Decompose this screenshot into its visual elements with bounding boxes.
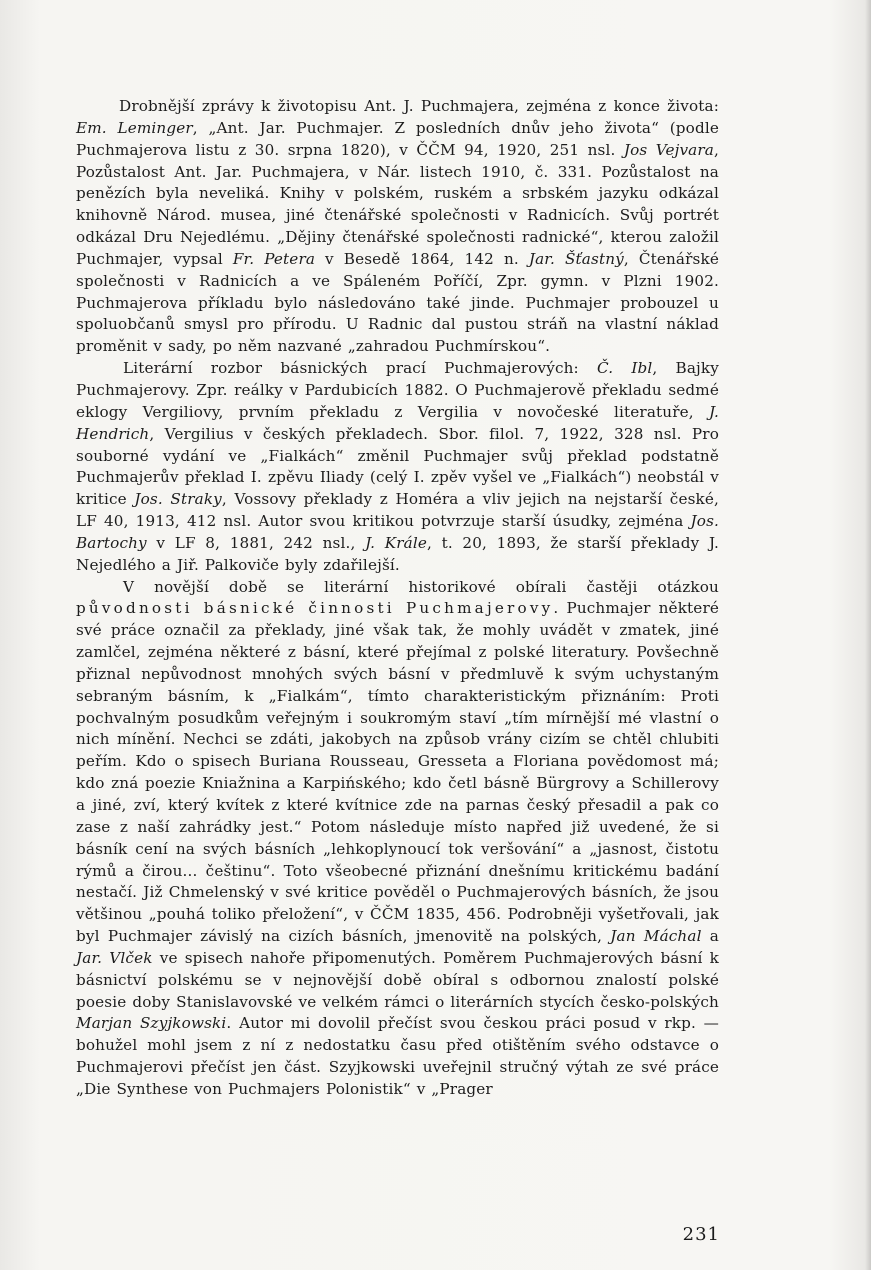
citation-name: J. Hendrich — [76, 402, 719, 443]
citation-name: Jan Máchal — [610, 927, 702, 946]
text-run: Drobnější zprávy k životopisu Ant. J. Puchmajera, zejména z konce života: — [119, 97, 719, 115]
text-run: , t. 20, 1893, že starší překlady J. Nejedlého a Jiř. Palkoviče byly zdařilejší. — [76, 533, 720, 574]
text-run: , Vossovy překlady z Homéra a vliv jejich na nejstarší české, LF 40, 1913, 412 nsl. Autor svou kritikou potvrzuje starší úsudky, zejména — [76, 490, 719, 531]
text-run: , Vergilius v českých překladech. Sbor. filol. 7, 1922, 328 nsl. Pro souborné vydání ve „Fialkách“ změnil Puchmajer svůj překlad podstatně Puchmajerův překlad I. zpěvu Iliady (celý I. zpěv vyšel ve „Fialkách“) neobstál v kritice — [76, 424, 719, 509]
text-run: , Pozůstalost Ant. Jar. Puchmajera, v Nár. listech 1910, č. 331. Pozůstalost na penězích byla neveliká. Knihy v polském, ruském a srbském jazyku odkázal knihovně Národ. musea, jiné čtenářské společnosti v Radnicích. Svůj portrét odkázal Dru Nejedlému. „Dějiny čtenářské společnosti radnické“, kterou založil Puchmajer, vypsal — [76, 140, 719, 268]
paragraph-literary-analysis — [76, 358, 719, 576]
text-run: v LF 8, 1881, 242 nsl., — [146, 533, 366, 552]
citation-name: Jar. Šťastný — [528, 249, 624, 268]
citation-name: Jos. Bartochy — [76, 512, 719, 552]
text-run: a — [701, 927, 720, 946]
text-run: , Bajky Puchmajerovy. Zpr. reálky v Pardubicích 1882. O Puchmajerově překladu sedmé eklogy Vergiliovy, prvním překladu z Vergilia v novočeské literatuře, — [76, 359, 719, 421]
text-run: V novější době se literární historikové obírali častěji otázkou — [123, 577, 719, 596]
page-edge-shadow — [865, 0, 871, 1270]
text-run: Literární rozbor básnických prací Puchmajerových: — [123, 359, 597, 378]
citation-name: Em. Leminger — [76, 118, 193, 137]
text-run: , Čtenářské společnosti v Radnicích a ve Spáleném Poříčí, Zpr. gymn. v Plzni 1902. Puchmajerova příkladu bylo následováno také jinde. Puchmajer probouzel u spoluobčanů smysl pro přírodu. U Radnic dal pustou stráň na vlastní náklad proměnit v sady, po něm nazvané „zahradou Puchmírskou“. — [76, 249, 719, 356]
citation-name: Marjan Szyjkowski — [76, 1014, 227, 1033]
paragraph-originality — [76, 577, 719, 1101]
text-run: v Besedě 1864, 142 n. — [315, 249, 529, 268]
spaced-emphasis: původnosti básnické činnosti Puchmajerovy — [76, 599, 554, 618]
body-text — [76, 96, 719, 1101]
text-run: . Puchmajer některé své práce označil za překlady, jiné však tak, že mohly uvádět v zmatek, jiné zamlčel, zejména některé z básní, které přejímal z polské literatury. Povšechně přiznal nepůvodnost mnohých svých básní v předmluvě k svým uchystaným sebraným básním, k „Fialkám“, tímto charakteristickým přiznáním: Proti pochvalným posudkům veřejným i soukromým staví „tím mírnější mé vlastní o nich mínění. Nechci se zdáti, jakobych na způsob vrány cizím se chtěl chlubiti peřím. Kdo o spisech Buriana Rousseau, Gresseta a Floriana povědomost má; kdo zná poezie Kniažnina a Karpińského; kdo četl básně Bürgrovy a Schillerovy a jiné, zví, který kvítek z které kvítnice zde na parnas český přesadil a pak co zase z naší zahrádky jest.“ Potom následuje místo napřed již uvedené, že si básník cení na svých básních „lehkoplynoucí tok veršování“ a „jasnost, čistotu rýmů a čirou... češtinu“. Toto všeobecné přiznání dnešnímu kritickému badání nestačí. Již Chmelenský v své kritice pověděl o Puchmajerových básních, že jsou většinou „pouhá toliko přeložení“, v ČČM 1835, 456. Podrobněji vyšetřovali, jak byl Puchmajer závislý na cizích básních, jmenovitě na polských, — [76, 599, 719, 946]
citation-name: Jos Vejvara — [623, 140, 714, 159]
citation-name: J. Krále — [365, 533, 427, 552]
text-run: , „Ant. Jar. Puchmajer. Z posledních dnův jeho života“ (podle Puchmajerova listu z 30. srpna 1820), v ČČM 94, 1920, 251 nsl. — [76, 118, 719, 159]
citation-name: Č. Ibl — [596, 359, 653, 378]
citation-name: Jos. Straky — [134, 490, 222, 509]
page-number: 231 — [682, 1224, 720, 1245]
citation-name: Fr. Petera — [232, 249, 316, 268]
paragraph-biography — [76, 96, 719, 358]
text-run: ve spisech nahoře připomenutých. Poměrem Puchmajerových básní k básnictví polskému se v nejnovější době obíral s odbornou znalostí polské poesie doby Stanislavovské ve velkém rámci o literárních stycích česko-polských — [76, 948, 719, 1011]
citation-name: Jar. Vlček — [76, 948, 153, 967]
text-run: . Autor mi dovolil přečíst svou českou práci posud v rkp. — bohužel mohl jsem z ní z nedostatku času před otištěním svého odstavce o Puchmajerovi přečíst jen část. Szyjkowski uveřejnil stručný výtah ze své práce „Die Synthese von Puchmajers Polonistik“ v „Prager — [76, 1014, 720, 1098]
